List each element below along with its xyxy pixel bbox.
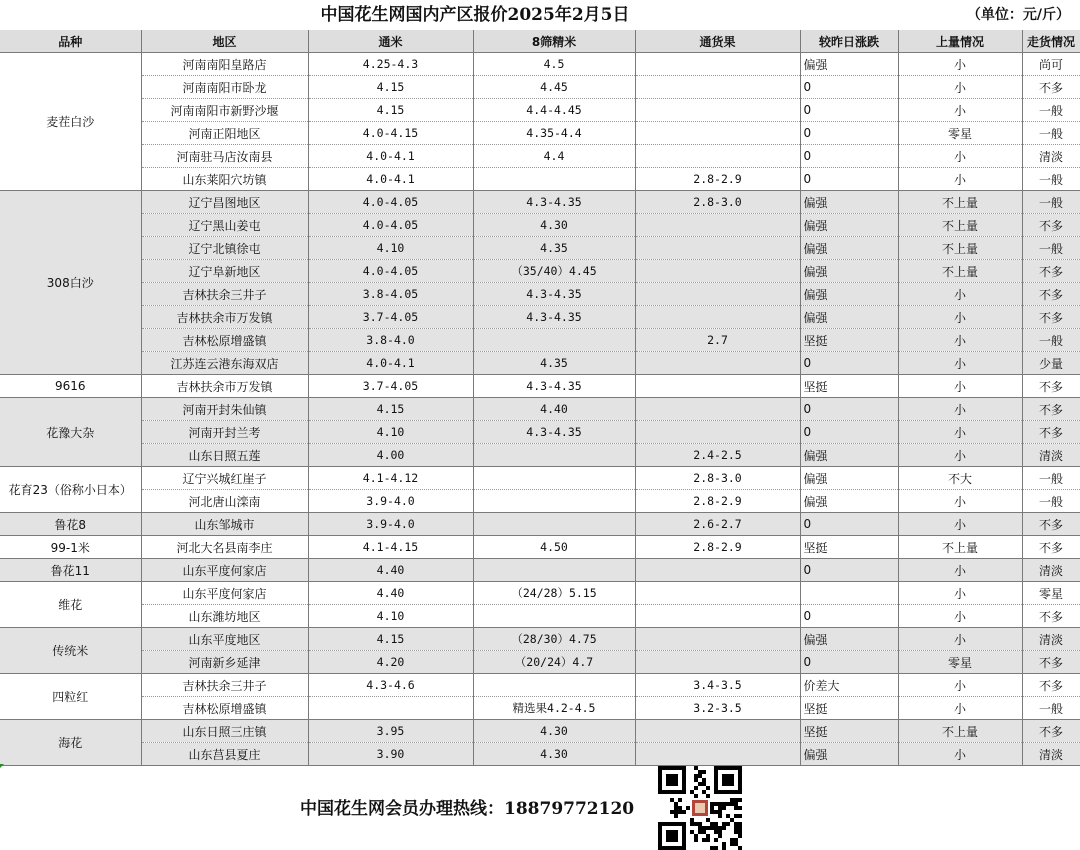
table-body: [0, 53, 1080, 766]
table-row: [0, 53, 1080, 76]
cell-supply: 零星: [898, 651, 1022, 674]
table-row: [0, 306, 1080, 329]
cell-jingmi: 4.45: [473, 76, 635, 99]
table-row: [0, 76, 1080, 99]
table-row: [0, 467, 1080, 490]
cell-sales: 不多: [1022, 214, 1080, 237]
cell-supply: 小: [898, 628, 1022, 651]
table-row: [0, 582, 1080, 605]
cell-tongmi: 3.9-4.0: [308, 513, 473, 536]
cell-change: 偏强: [800, 467, 898, 490]
cell-supply: 小: [898, 697, 1022, 720]
cell-sales: 清淡: [1022, 559, 1080, 582]
cell-region: 辽宁兴城红崖子: [141, 467, 308, 490]
cell-region: 河北大名县南李庄: [141, 536, 308, 559]
cell-change: 0: [800, 513, 898, 536]
cell-region: 河南南阳皇路店: [141, 53, 308, 76]
table-row: [0, 283, 1080, 306]
cell-tongmi: 4.10: [308, 237, 473, 260]
cell-sales: 不多: [1022, 720, 1080, 743]
cell-sales: 清淡: [1022, 743, 1080, 766]
cell-jingmi: [473, 467, 635, 490]
cell-region: 辽宁昌图地区: [141, 191, 308, 214]
table-row: [0, 720, 1080, 743]
cell-change: 偏强: [800, 306, 898, 329]
header-region: 地区: [141, 30, 308, 53]
cell-region: 山东日照五莲: [141, 444, 308, 467]
cell-supply: 不上量: [898, 260, 1022, 283]
cell-tongmi: 4.0-4.05: [308, 260, 473, 283]
cell-tongmi: 4.0-4.05: [308, 214, 473, 237]
cell-tongmi: 4.40: [308, 582, 473, 605]
table-row: [0, 605, 1080, 628]
cell-tonghuoguo: [635, 582, 800, 605]
cell-change: 0: [800, 99, 898, 122]
cell-tonghuoguo: [635, 76, 800, 99]
cell-sales: 不多: [1022, 375, 1080, 398]
cell-variety: 海花: [0, 720, 141, 766]
cell-tonghuoguo: [635, 651, 800, 674]
cell-change: 0: [800, 145, 898, 168]
cell-supply: 小: [898, 168, 1022, 191]
cell-tongmi: 4.20: [308, 651, 473, 674]
cell-supply: 小: [898, 605, 1022, 628]
table-row: [0, 214, 1080, 237]
cell-change: 坚挺: [800, 720, 898, 743]
cell-region: 山东潍坊地区: [141, 605, 308, 628]
table-row: [0, 513, 1080, 536]
cell-jingmi: （28/30）4.75: [473, 628, 635, 651]
cell-sales: 不多: [1022, 605, 1080, 628]
cell-supply: 零星: [898, 122, 1022, 145]
cell-jingmi: [473, 444, 635, 467]
unit-label: （单位：元/斤）: [966, 7, 1070, 23]
header-variety: 品种: [0, 30, 141, 53]
cell-variety: 鲁花8: [0, 513, 141, 536]
cell-tongmi: 4.25-4.3: [308, 53, 473, 76]
cell-variety: 传统米: [0, 628, 141, 674]
table-row: [0, 260, 1080, 283]
cell-change: 0: [800, 352, 898, 375]
cell-supply: 小: [898, 329, 1022, 352]
cell-tongmi: 4.40: [308, 559, 473, 582]
table-row: [0, 490, 1080, 513]
cell-sales: 一般: [1022, 191, 1080, 214]
cell-region: 山东平度何家店: [141, 559, 308, 582]
cell-tongmi: 3.90: [308, 743, 473, 766]
header-row: [0, 30, 1080, 53]
cell-sales: 一般: [1022, 467, 1080, 490]
cell-tonghuoguo: [635, 283, 800, 306]
cell-jingmi: 4.5: [473, 53, 635, 76]
table-row: [0, 352, 1080, 375]
cell-supply: 小: [898, 53, 1022, 76]
cell-sales: 清淡: [1022, 145, 1080, 168]
cell-change: 偏强: [800, 628, 898, 651]
cell-jingmi: [473, 329, 635, 352]
cell-region: 山东平度何家店: [141, 582, 308, 605]
cell-region: 山东莱阳穴坊镇: [141, 168, 308, 191]
cell-change: 偏强: [800, 283, 898, 306]
cell-change: 0: [800, 559, 898, 582]
cell-supply: 不上量: [898, 237, 1022, 260]
cell-supply: 小: [898, 99, 1022, 122]
cell-sales: 尚可: [1022, 53, 1080, 76]
cell-sales: 不多: [1022, 536, 1080, 559]
cell-supply: 小: [898, 559, 1022, 582]
cell-jingmi: 4.4-4.45: [473, 99, 635, 122]
cell-change: 0: [800, 122, 898, 145]
table-row: [0, 628, 1080, 651]
cell-supply: 小: [898, 398, 1022, 421]
cell-supply: 不上量: [898, 191, 1022, 214]
cell-tonghuoguo: [635, 145, 800, 168]
cell-region: 山东莒县夏庄: [141, 743, 308, 766]
cell-tongmi: 3.7-4.05: [308, 375, 473, 398]
cell-supply: 小: [898, 582, 1022, 605]
cell-sales: 不多: [1022, 651, 1080, 674]
cell-jingmi: 4.3-4.35: [473, 306, 635, 329]
cell-change: 0: [800, 398, 898, 421]
cell-supply: 小: [898, 444, 1022, 467]
cell-supply: 不上量: [898, 214, 1022, 237]
cell-tongmi: 4.0-4.1: [308, 145, 473, 168]
cell-region: 河北唐山滦南: [141, 490, 308, 513]
table-row: [0, 559, 1080, 582]
cell-tonghuoguo: [635, 720, 800, 743]
cell-region: 吉林松原增盛镇: [141, 697, 308, 720]
cell-sales: 一般: [1022, 99, 1080, 122]
cell-change: 偏强: [800, 490, 898, 513]
cell-tongmi: 4.0-4.1: [308, 352, 473, 375]
cell-tongmi: 3.8-4.0: [308, 329, 473, 352]
qr-code-icon: [656, 766, 744, 850]
cell-sales: 不多: [1022, 260, 1080, 283]
cell-variety: 花豫大杂: [0, 398, 141, 467]
cell-tongmi: 4.10: [308, 421, 473, 444]
table-row: [0, 99, 1080, 122]
cell-tongmi: 4.3-4.6: [308, 674, 473, 697]
cell-tonghuoguo: [635, 628, 800, 651]
cell-tonghuoguo: [635, 559, 800, 582]
cell-supply: 不上量: [898, 720, 1022, 743]
cell-tonghuoguo: [635, 398, 800, 421]
footer: [0, 764, 1080, 850]
cell-jingmi: 4.3-4.35: [473, 191, 635, 214]
table-row: [0, 375, 1080, 398]
cell-sales: 一般: [1022, 697, 1080, 720]
cell-sales: 不多: [1022, 306, 1080, 329]
cell-jingmi: 4.40: [473, 398, 635, 421]
cell-region: 河南开封兰考: [141, 421, 308, 444]
header-tongmi: 通米: [308, 30, 473, 53]
table-row: [0, 145, 1080, 168]
cell-jingmi: （24/28）5.15: [473, 582, 635, 605]
cell-change: 偏强: [800, 743, 898, 766]
cell-change: 偏强: [800, 237, 898, 260]
cell-jingmi: [473, 168, 635, 191]
table-row: [0, 651, 1080, 674]
cell-variety: 99-1米: [0, 536, 141, 559]
cell-region: 辽宁黑山姜屯: [141, 214, 308, 237]
cell-tongmi: 4.15: [308, 628, 473, 651]
cell-change: 偏强: [800, 53, 898, 76]
cell-tonghuoguo: [635, 306, 800, 329]
cell-jingmi: 4.30: [473, 214, 635, 237]
cell-supply: 小: [898, 421, 1022, 444]
cell-sales: 不多: [1022, 513, 1080, 536]
cell-sales: 一般: [1022, 490, 1080, 513]
cell-sales: 清淡: [1022, 628, 1080, 651]
cell-tonghuoguo: 2.4-2.5: [635, 444, 800, 467]
cell-jingmi: 4.3-4.35: [473, 375, 635, 398]
cell-region: 江苏连云港东海双店: [141, 352, 308, 375]
header-supply: 上量情况: [898, 30, 1022, 53]
cell-supply: 小: [898, 743, 1022, 766]
cell-sales: 少量: [1022, 352, 1080, 375]
cell-supply: 小: [898, 352, 1022, 375]
cell-tongmi: 4.1-4.12: [308, 467, 473, 490]
cell-tonghuoguo: 2.8-3.0: [635, 467, 800, 490]
cell-variety: 四粒红: [0, 674, 141, 720]
table-row: [0, 536, 1080, 559]
cell-tonghuoguo: [635, 53, 800, 76]
cell-jingmi: 4.35: [473, 237, 635, 260]
cell-tonghuoguo: 2.8-3.0: [635, 191, 800, 214]
cell-tonghuoguo: [635, 122, 800, 145]
cell-supply: 小: [898, 674, 1022, 697]
cell-variety: 维花: [0, 582, 141, 628]
cell-change: 价差大: [800, 674, 898, 697]
cell-tongmi: 3.95: [308, 720, 473, 743]
header-sales: 走货情况: [1022, 30, 1080, 53]
cell-jingmi: （35/40）4.45: [473, 260, 635, 283]
cell-change: 坚挺: [800, 329, 898, 352]
cell-jingmi: 4.4: [473, 145, 635, 168]
cell-sales: 一般: [1022, 168, 1080, 191]
cell-region: 吉林扶余三井子: [141, 283, 308, 306]
table-row: [0, 398, 1080, 421]
cell-tonghuoguo: [635, 605, 800, 628]
cell-tongmi: 4.0-4.15: [308, 122, 473, 145]
cell-tonghuoguo: [635, 375, 800, 398]
cell-supply: 小: [898, 306, 1022, 329]
header-tonghuoguo: 通货果: [635, 30, 800, 53]
cell-supply: 小: [898, 375, 1022, 398]
cell-jingmi: 4.30: [473, 743, 635, 766]
cell-variety: 308白沙: [0, 191, 141, 375]
cell-tongmi: 4.15: [308, 76, 473, 99]
cell-jingmi: 4.50: [473, 536, 635, 559]
cell-jingmi: [473, 490, 635, 513]
cell-jingmi: （20/24）4.7: [473, 651, 635, 674]
price-table: [0, 30, 1080, 766]
cell-sales: 不多: [1022, 283, 1080, 306]
page-title: 中国花生网国内产区报价2025年2月5日: [320, 5, 630, 25]
cell-tongmi: 4.1-4.15: [308, 536, 473, 559]
cell-tongmi: 3.9-4.0: [308, 490, 473, 513]
cell-variety: 麦茬白沙: [0, 53, 141, 191]
cell-tonghuoguo: 3.2-3.5: [635, 697, 800, 720]
cell-tonghuoguo: 2.7: [635, 329, 800, 352]
cell-change: 偏强: [800, 214, 898, 237]
cell-region: 河南南阳市卧龙: [141, 76, 308, 99]
cell-change: 坚挺: [800, 375, 898, 398]
cell-jingmi: [473, 674, 635, 697]
cell-region: 河南驻马店汝南县: [141, 145, 308, 168]
cell-tonghuoguo: [635, 352, 800, 375]
cell-jingmi: 4.35-4.4: [473, 122, 635, 145]
cell-tongmi: 4.0-4.05: [308, 191, 473, 214]
cell-region: 河南正阳地区: [141, 122, 308, 145]
cell-jingmi: 4.35: [473, 352, 635, 375]
table-row: [0, 191, 1080, 214]
cell-tonghuoguo: [635, 421, 800, 444]
cell-tonghuoguo: [635, 99, 800, 122]
cell-region: 吉林扶余三井子: [141, 674, 308, 697]
cell-change: [800, 582, 898, 605]
cell-change: 0: [800, 651, 898, 674]
cell-region: 山东日照三庄镇: [141, 720, 308, 743]
cell-jingmi: 4.3-4.35: [473, 283, 635, 306]
cell-sales: 不多: [1022, 674, 1080, 697]
cell-region: 山东平度地区: [141, 628, 308, 651]
cell-supply: 小: [898, 76, 1022, 99]
cell-change: 偏强: [800, 191, 898, 214]
header-change: 较昨日涨跌: [800, 30, 898, 53]
cell-supply: 不大: [898, 467, 1022, 490]
cell-supply: 小: [898, 513, 1022, 536]
cell-jingmi: [473, 513, 635, 536]
cell-variety: 9616: [0, 375, 141, 398]
cell-tonghuoguo: [635, 743, 800, 766]
table-row: [0, 697, 1080, 720]
cell-change: 坚挺: [800, 697, 898, 720]
member-hotline: 中国花生网会员办理热线：18879772120: [300, 799, 635, 819]
cell-region: 河南南阳市新野沙堰: [141, 99, 308, 122]
cell-region: 辽宁北镇徐屯: [141, 237, 308, 260]
cell-change: 0: [800, 76, 898, 99]
table-row: [0, 743, 1080, 766]
cell-sales: 清淡: [1022, 444, 1080, 467]
table-row: [0, 237, 1080, 260]
cell-supply: 不上量: [898, 536, 1022, 559]
cell-sales: 不多: [1022, 421, 1080, 444]
cell-jingmi: 精选果4.2-4.5: [473, 697, 635, 720]
table-row: [0, 674, 1080, 697]
cell-sales: 一般: [1022, 122, 1080, 145]
cell-sales: 一般: [1022, 237, 1080, 260]
cell-region: 吉林扶余市万发镇: [141, 306, 308, 329]
cell-sales: 不多: [1022, 398, 1080, 421]
cell-tonghuoguo: [635, 214, 800, 237]
cell-jingmi: [473, 605, 635, 628]
title-bar: [0, 0, 1080, 31]
header-jingmi: 8筛精米: [473, 30, 635, 53]
cell-tonghuoguo: 2.6-2.7: [635, 513, 800, 536]
cell-variety: 鲁花11: [0, 559, 141, 582]
cell-jingmi: [473, 559, 635, 582]
cell-jingmi: 4.30: [473, 720, 635, 743]
cell-supply: 小: [898, 283, 1022, 306]
cell-tongmi: 4.0-4.1: [308, 168, 473, 191]
cell-supply: 小: [898, 145, 1022, 168]
cell-change: 偏强: [800, 444, 898, 467]
cell-tonghuoguo: 3.4-3.5: [635, 674, 800, 697]
cell-tongmi: 4.10: [308, 605, 473, 628]
cell-tongmi: 3.8-4.05: [308, 283, 473, 306]
cell-region: 河南开封朱仙镇: [141, 398, 308, 421]
cell-region: 辽宁阜新地区: [141, 260, 308, 283]
cell-supply: 小: [898, 490, 1022, 513]
cell-tonghuoguo: [635, 237, 800, 260]
table-row: [0, 329, 1080, 352]
cell-tonghuoguo: 2.8-2.9: [635, 490, 800, 513]
table-row: [0, 168, 1080, 191]
cell-region: 吉林扶余市万发镇: [141, 375, 308, 398]
cell-region: 河南新乡延津: [141, 651, 308, 674]
cell-tonghuoguo: 2.8-2.9: [635, 168, 800, 191]
table-row: [0, 444, 1080, 467]
cell-tongmi: 4.15: [308, 99, 473, 122]
cell-jingmi: 4.3-4.35: [473, 421, 635, 444]
cell-variety: 花育23（俗称小日本）: [0, 467, 141, 513]
cell-tongmi: [308, 697, 473, 720]
cell-tongmi: 4.15: [308, 398, 473, 421]
cell-change: 0: [800, 421, 898, 444]
table-row: [0, 421, 1080, 444]
cell-region: 山东邹城市: [141, 513, 308, 536]
cell-change: 0: [800, 605, 898, 628]
cell-tongmi: 3.7-4.05: [308, 306, 473, 329]
cell-tongmi: 4.00: [308, 444, 473, 467]
cell-region: 吉林松原增盛镇: [141, 329, 308, 352]
cell-sales: 零星: [1022, 582, 1080, 605]
cell-tonghuoguo: [635, 260, 800, 283]
cell-sales: 一般: [1022, 329, 1080, 352]
cell-change: 0: [800, 168, 898, 191]
cell-change: 偏强: [800, 260, 898, 283]
cell-sales: 不多: [1022, 76, 1080, 99]
table-row: [0, 122, 1080, 145]
cell-tonghuoguo: 2.8-2.9: [635, 536, 800, 559]
cell-change: 坚挺: [800, 536, 898, 559]
